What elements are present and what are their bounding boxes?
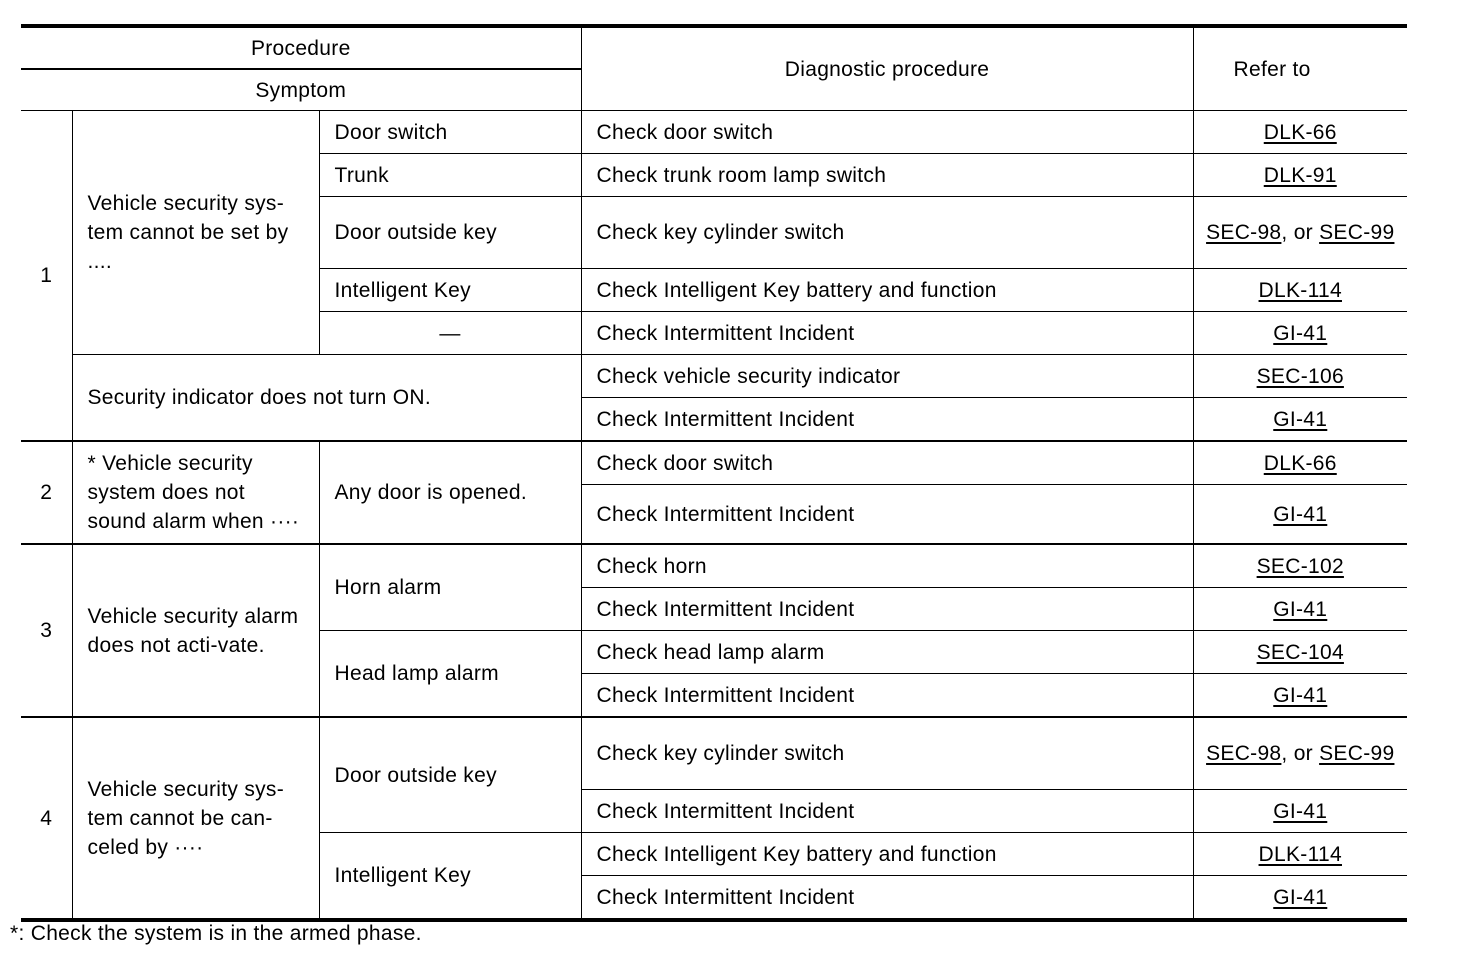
refer-cell xyxy=(1193,441,1407,485)
reference-link[interactable]: GI-41 xyxy=(1273,683,1328,707)
table-row xyxy=(21,355,1407,398)
diagnostic-cell: Check trunk room lamp switch xyxy=(581,154,1193,197)
header-refer-to: Refer to xyxy=(1193,26,1407,111)
reference-link[interactable]: GI-41 xyxy=(1273,597,1328,621)
refer-cell xyxy=(1193,355,1407,398)
table-row xyxy=(21,111,1407,154)
diagnostic-cell: Check head lamp alarm xyxy=(581,631,1193,674)
table-row xyxy=(21,717,1407,790)
symptom-text: Vehicle security alarm does not acti-vate. xyxy=(72,544,319,717)
diagnostic-cell: Check key cylinder switch xyxy=(581,717,1193,790)
condition-cell: Intelligent Key xyxy=(319,833,581,921)
condition-cell: Intelligent Key xyxy=(319,269,581,312)
reference-link[interactable]: SEC-106 xyxy=(1256,364,1344,388)
reference-link[interactable]: SEC-99 xyxy=(1319,221,1395,244)
diagnostic-cell: Check horn xyxy=(581,544,1193,588)
diagnostic-cell: Check key cylinder switch xyxy=(581,197,1193,269)
refer-cell xyxy=(1193,790,1407,833)
reference-link[interactable]: DLK-114 xyxy=(1258,278,1342,302)
diagnostic-cell: Check Intermittent Incident xyxy=(581,398,1193,442)
table-row xyxy=(21,544,1407,588)
refer-cell xyxy=(1193,485,1407,545)
reference-link[interactable]: GI-41 xyxy=(1273,407,1328,431)
reference-link[interactable]: DLK-66 xyxy=(1263,120,1337,144)
reference-link[interactable]: GI-41 xyxy=(1273,321,1328,345)
refer-cell xyxy=(1193,833,1407,876)
diagnostic-cell: Check Intermittent Incident xyxy=(581,485,1193,545)
refer-separator: , or xyxy=(1281,742,1320,765)
refer-cell xyxy=(1193,269,1407,312)
diagnostic-cell: Check Intelligent Key battery and function xyxy=(581,269,1193,312)
refer-cell xyxy=(1193,544,1407,588)
refer-cell xyxy=(1193,631,1407,674)
refer-cell xyxy=(1193,197,1407,269)
diagnostic-cell: Check vehicle security indicator xyxy=(581,355,1193,398)
condition-cell: Door outside key xyxy=(319,717,581,833)
reference-link[interactable]: SEC-98 xyxy=(1206,742,1282,765)
header-symptom: Symptom xyxy=(21,69,581,111)
reference-link[interactable]: GI-41 xyxy=(1273,799,1328,823)
reference-link[interactable]: SEC-99 xyxy=(1319,742,1395,765)
footnote: *: Check the system is in the armed phase. xyxy=(10,922,422,945)
refer-cell xyxy=(1193,398,1407,442)
group-number: 1 xyxy=(21,111,72,442)
reference-link[interactable]: SEC-104 xyxy=(1256,640,1344,664)
refer-cell xyxy=(1193,154,1407,197)
condition-cell: Door switch xyxy=(319,111,581,154)
reference-link[interactable]: DLK-114 xyxy=(1258,842,1342,866)
condition-cell: Head lamp alarm xyxy=(319,631,581,718)
header-diagnostic-procedure: Diagnostic procedure xyxy=(581,26,1193,111)
diagnostic-cell: Check Intermittent Incident xyxy=(581,876,1193,921)
refer-cell xyxy=(1193,588,1407,631)
refer-cell xyxy=(1193,717,1407,790)
condition-dash: — xyxy=(319,312,581,355)
reference-link[interactable]: DLK-66 xyxy=(1263,451,1337,475)
refer-cell xyxy=(1193,111,1407,154)
refer-cell xyxy=(1193,312,1407,355)
condition-cell: Door outside key xyxy=(319,197,581,269)
refer-separator: , or xyxy=(1281,221,1320,244)
symptom-text: * Vehicle security system does not sound alarm when ···· xyxy=(72,441,319,544)
condition-cell: Horn alarm xyxy=(319,544,581,631)
indicator-symptom: Security indicator does not turn ON. xyxy=(72,355,581,442)
header-procedure: Procedure xyxy=(21,26,581,69)
reference-link[interactable]: GI-41 xyxy=(1273,502,1328,526)
reference-link[interactable]: SEC-102 xyxy=(1256,554,1344,578)
group-number: 4 xyxy=(21,717,72,920)
diagnosis-table xyxy=(21,24,1407,922)
refer-cell xyxy=(1193,876,1407,921)
group-number: 3 xyxy=(21,544,72,717)
reference-link[interactable]: SEC-98 xyxy=(1206,221,1282,244)
group-number: 2 xyxy=(21,441,72,544)
symptom-text: Vehicle security sys-tem cannot be set by .... xyxy=(72,111,319,355)
reference-link[interactable]: DLK-91 xyxy=(1263,163,1337,187)
diagnostic-cell: Check Intermittent Incident xyxy=(581,312,1193,355)
diagnostic-cell: Check door switch xyxy=(581,111,1193,154)
diagnostic-cell: Check door switch xyxy=(581,441,1193,485)
diagnostic-cell: Check Intermittent Incident xyxy=(581,674,1193,718)
table-row xyxy=(21,441,1407,485)
reference-link[interactable]: GI-41 xyxy=(1273,885,1328,909)
refer-cell xyxy=(1193,674,1407,718)
condition-cell: Any door is opened. xyxy=(319,441,581,544)
diagnostic-cell: Check Intermittent Incident xyxy=(581,588,1193,631)
symptom-text: Vehicle security sys-tem cannot be can-celed by ···· xyxy=(72,717,319,920)
diagnostic-cell: Check Intermittent Incident xyxy=(581,790,1193,833)
condition-cell: Trunk xyxy=(319,154,581,197)
diagnostic-cell: Check Intelligent Key battery and function xyxy=(581,833,1193,876)
